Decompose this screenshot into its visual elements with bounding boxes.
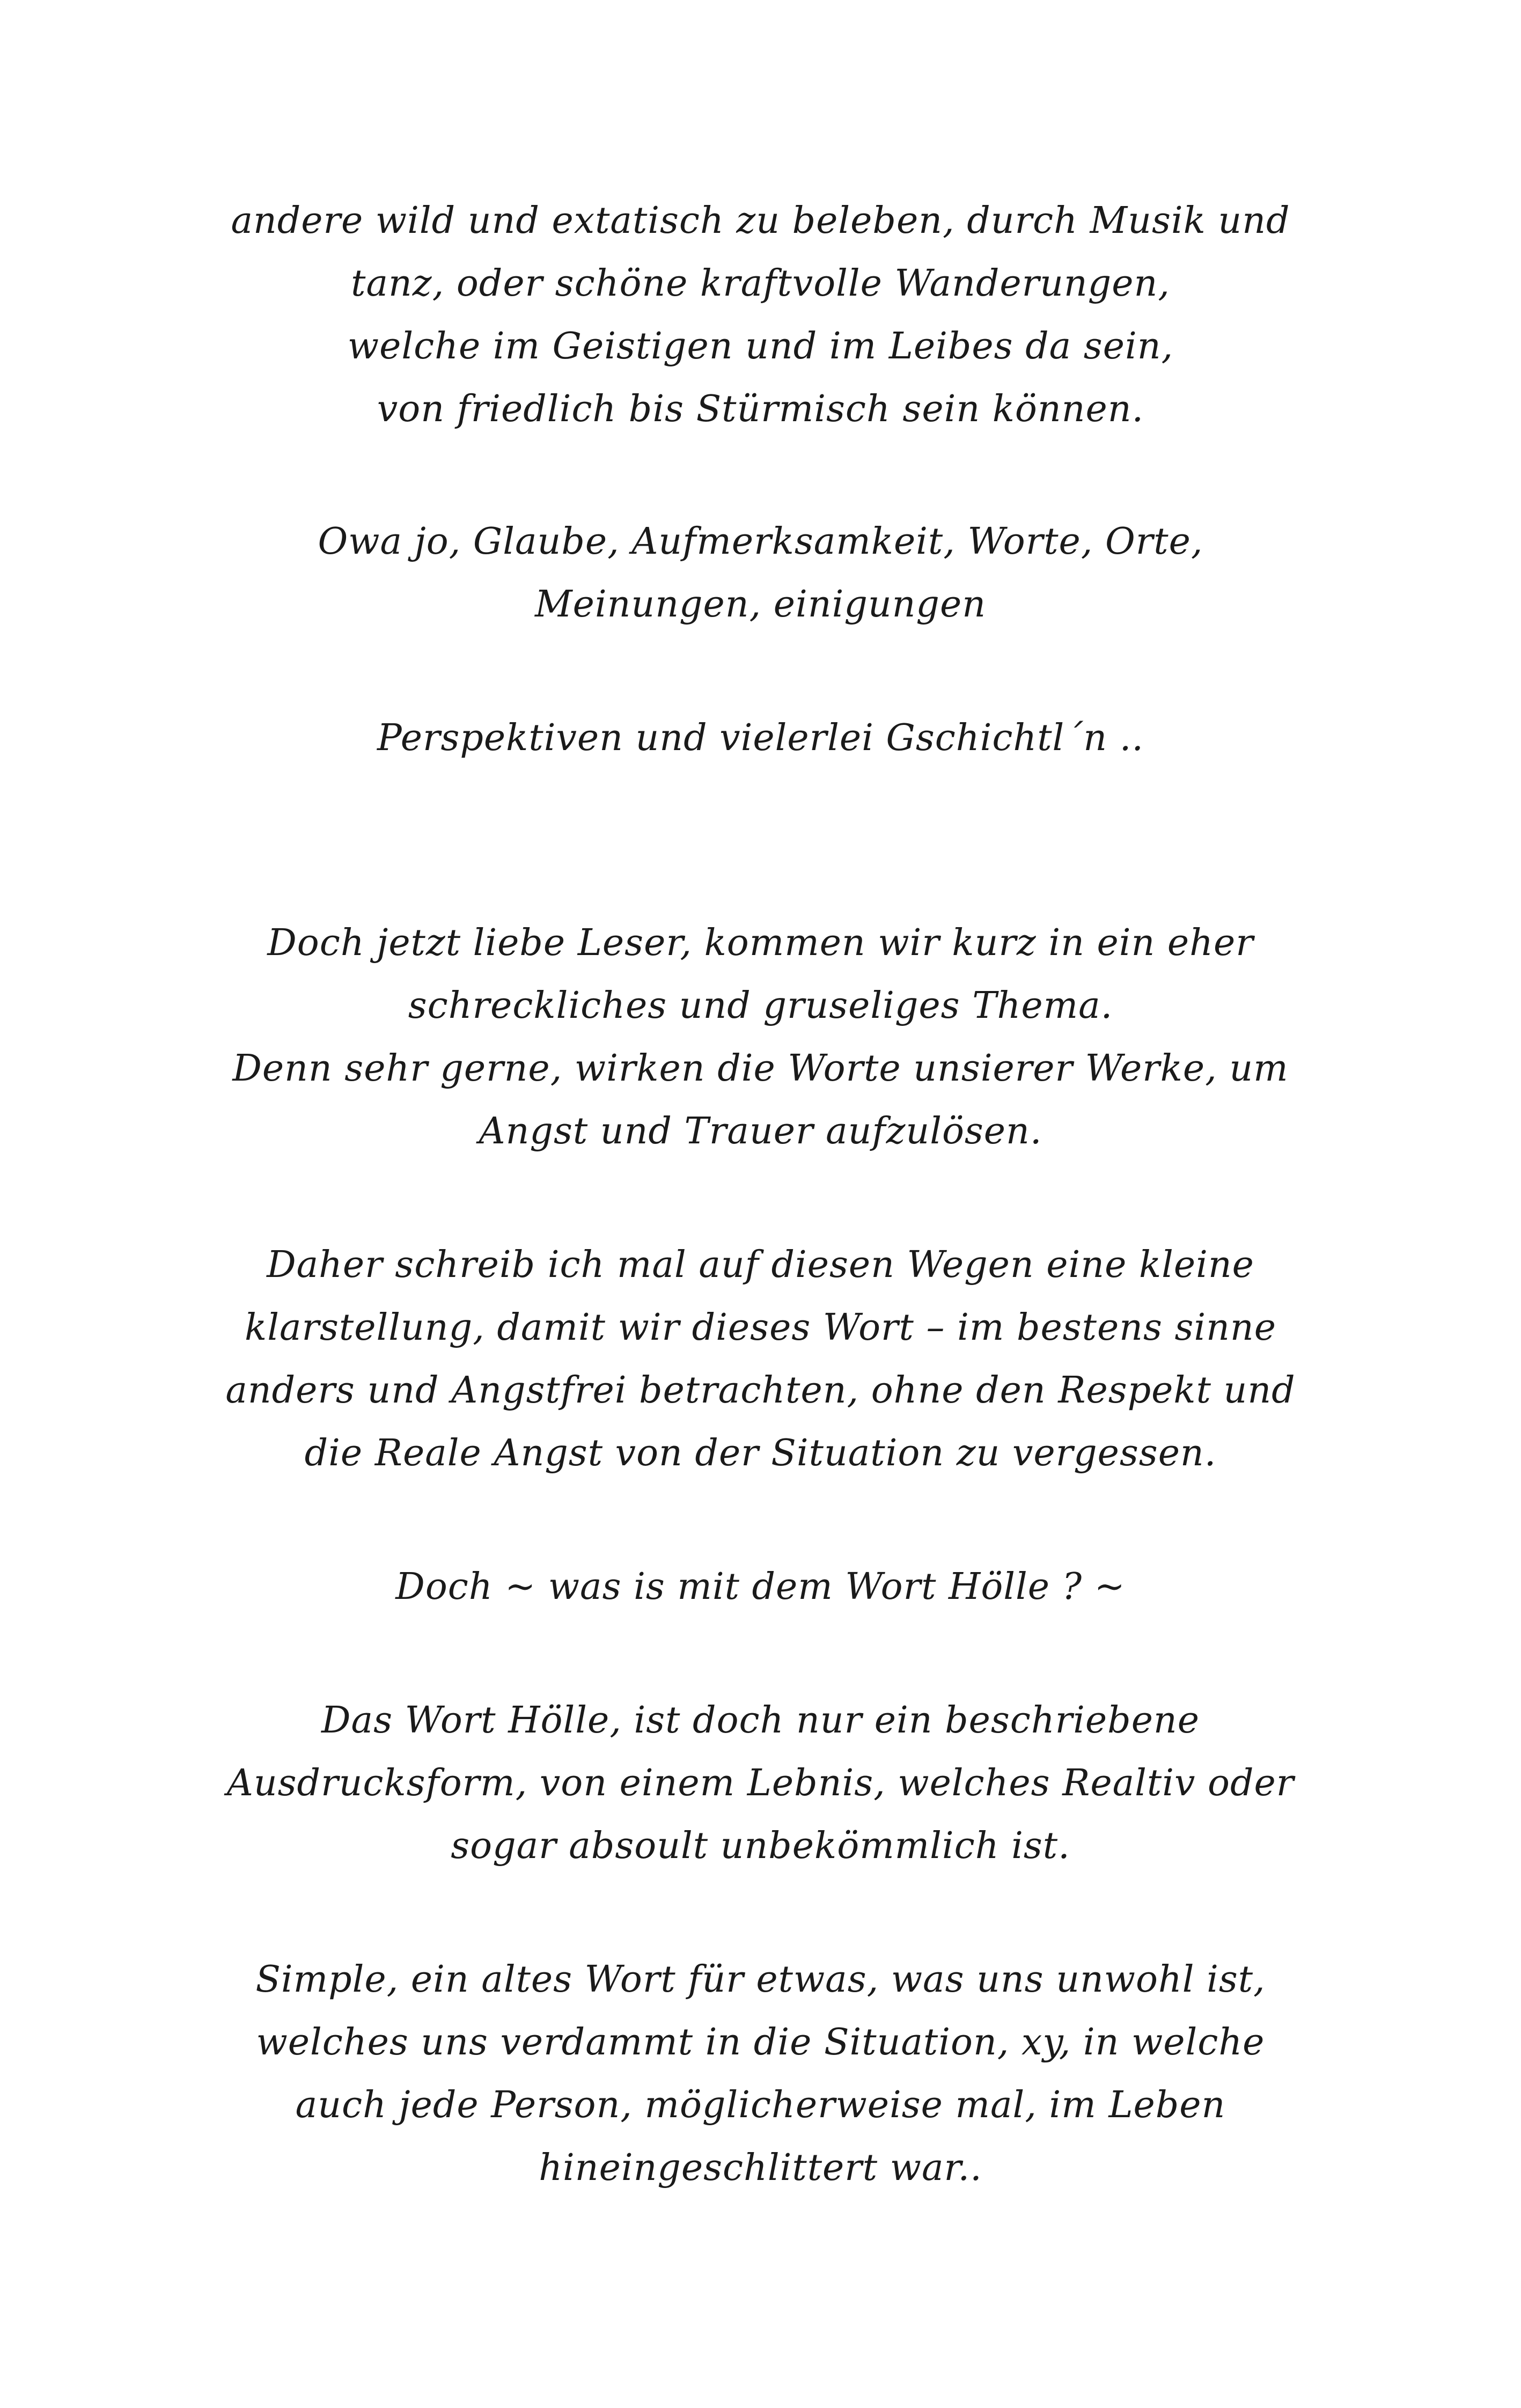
text-line: andere wild und extatisch zu beleben, durch Musik und [231, 200, 1290, 242]
text-line: Meinungen, einigungen [534, 583, 987, 626]
text-line: Ausdrucksform, von einem Lebnis, welches Realtiv oder [226, 1762, 1295, 1804]
text-line: klarstellung, damit wir dieses Wort – im bestens sinne [245, 1306, 1276, 1349]
text-line: hineingeschlittert war.. [539, 2147, 982, 2189]
text-line: sogar absoult unbekömmlich ist. [451, 1825, 1070, 1867]
text-line: die Reale Angst von der Situation zu vergessen. [304, 1432, 1217, 1474]
text-line: tanz, oder schöne kraftvolle Wanderungen, [351, 262, 1170, 305]
text-line: welches uns verdammt in die Situation, xy, in welche [256, 2021, 1265, 2064]
text-line: von friedlich bis Stürmisch sein können. [377, 388, 1144, 430]
text-line: Doch ~ was is mit dem Wort Hölle ? ~ [395, 1566, 1126, 1608]
text-line: Owa jo, Glaube, Aufmerksamkeit, Worte, Orte, [318, 520, 1203, 563]
text-line: schreckliches und gruseliges Thema. [408, 985, 1113, 1027]
text-line: auch jede Person, möglicherweise mal, im Leben [295, 2084, 1226, 2126]
text-line: welche im Geistigen und im Leibes da sein, [347, 325, 1174, 368]
text-line: Das Wort Hölle, ist doch nur ein beschriebene [321, 1699, 1200, 1742]
text-line: Perspektiven und vielerlei Gschichtl´n .. [377, 717, 1144, 759]
text-line: anders und Angstfrei betrachten, ohne den Respekt und [225, 1369, 1296, 1412]
text-line: Daher schreib ich mal auf diesen Wegen eine kleine [267, 1244, 1254, 1286]
text-line: Doch jetzt liebe Leser, kommen wir kurz in ein eher [267, 922, 1254, 964]
text-line: Denn sehr gerne, wirken die Worte unsierer Werke, um [232, 1047, 1289, 1090]
text-line: Angst und Trauer aufzulösen. [479, 1110, 1042, 1152]
text-line: Simple, ein altes Wort für etwas, was uns unwohl ist, [255, 1958, 1266, 2001]
